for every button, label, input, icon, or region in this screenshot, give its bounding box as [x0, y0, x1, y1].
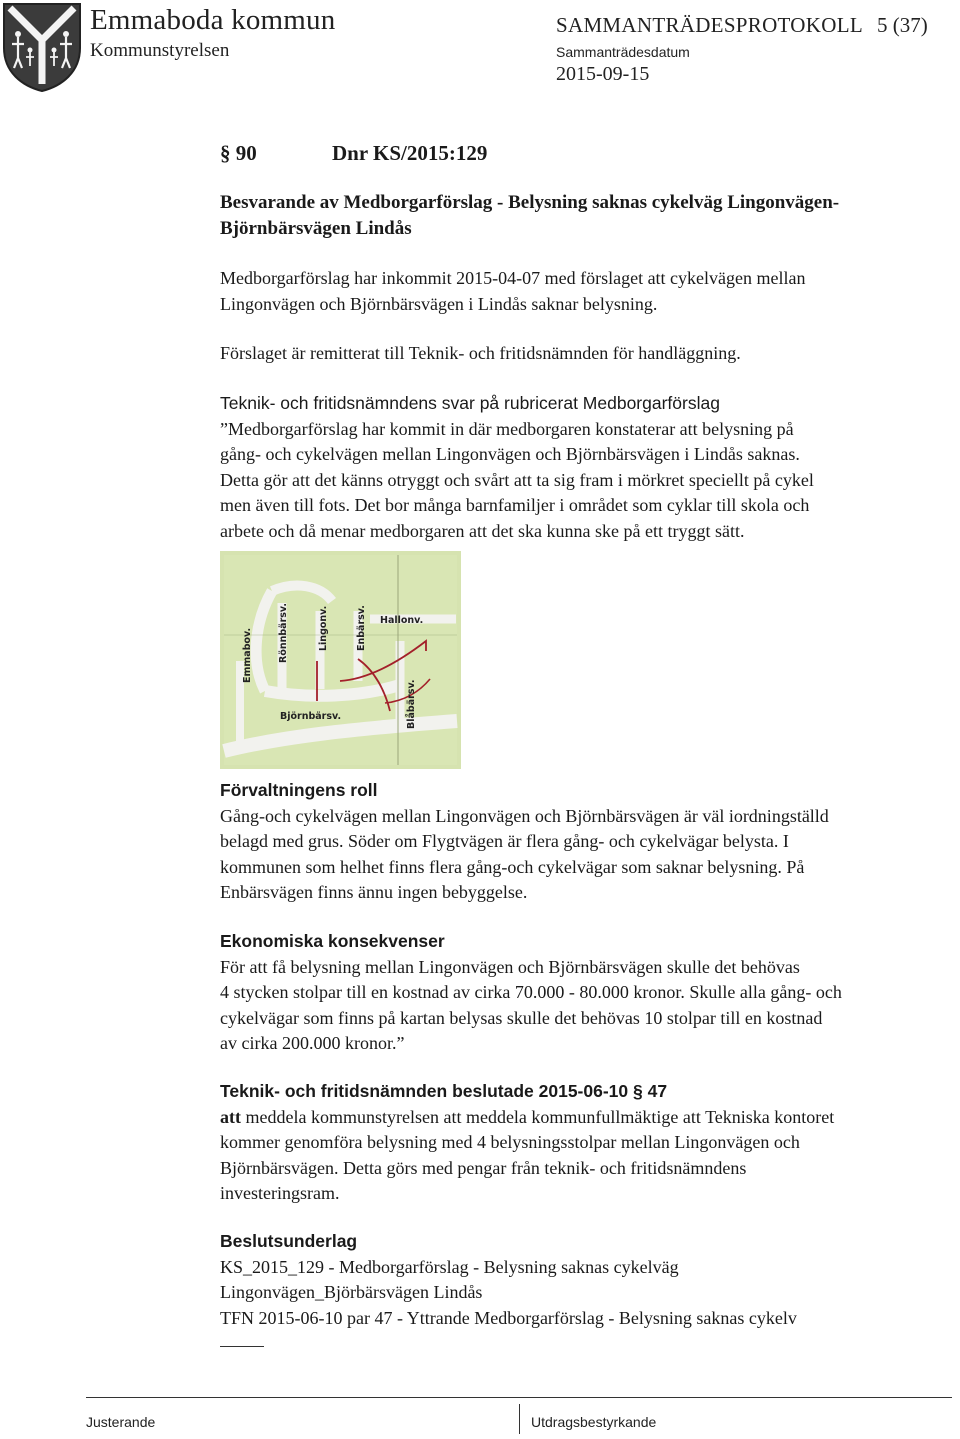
map-label-blabarsv: Blåbärsv.: [406, 679, 417, 729]
paragraph-header: [220, 141, 487, 166]
meeting-date: 2015-09-15: [556, 63, 650, 85]
section-line: Björnbärsvägen. Detta görs med pengar från teknik- och fritidsnämndens: [220, 1157, 747, 1178]
section-line: 4 stycken stolpar till en kostnad av cirka 70.000 - 80.000 kronor. Skulle alla gång- och: [220, 982, 842, 1002]
tfn-answer-line: men även till fots. Det bor många barnfamiljer i området som cyklar till skola och: [220, 495, 810, 515]
paragraph-number: § 90: [220, 141, 257, 165]
decision-section: [220, 1079, 960, 1207]
case-title: [220, 190, 960, 241]
map-label-hallonv: Hallonv.: [380, 615, 424, 626]
footer-rule: [86, 1397, 952, 1398]
section-line: cykelvägar som finns på kartan belysas skulle det behövas 10 stolpar till en kostnad: [220, 1007, 823, 1028]
section-line: meddela kommunstyrelsen att meddela kommunfullmäktige att Tekniska kontoret: [241, 1106, 835, 1127]
section-line: Enbärsvägen finns ännu ingen bebyggelse.: [220, 882, 528, 902]
section-heading: Förvaltningens roll: [220, 780, 378, 800]
basis-section: [220, 1229, 960, 1331]
intro-line: Medborgarförslag har inkommit 2015-04-07 med förslaget att cykelvägen mellan: [220, 268, 806, 288]
section-line: Gång-och cykelvägen mellan Lingonvägen och Björnbärsvägen är väl iordningställd: [220, 805, 829, 826]
section-line: investeringsram.: [220, 1183, 340, 1203]
tfn-answer-line: ”Medborgarförslag har kommit in där medborgaren konstaterar att belysning på: [220, 418, 794, 439]
separator-rule: [220, 1346, 264, 1347]
section-line: av cirka 200.000 kronor.”: [220, 1033, 405, 1053]
basis-document: TFN 2015-06-10 par 47 - Yttrande Medborgarförslag - Belysning saknas cykelv: [220, 1307, 797, 1328]
document-type: SAMMANTRÄDESPROTOKOLL: [556, 13, 863, 37]
footer-divider: [519, 1404, 520, 1434]
section-heading: Teknik- och fritidsnämnden beslutade 2015-06-10 § 47: [220, 1081, 668, 1101]
tfn-answer-line: Detta gör att det känns otryggt och svårt att ta sig fram i mörkret speciellt på cykel: [220, 469, 814, 490]
map-label-bjornbarsv: Björnbärsv.: [280, 711, 342, 722]
intro-text: [220, 266, 960, 317]
footer-justerande: Justerande: [86, 1414, 156, 1430]
tfn-answer-line: gång- och cykelvägen mellan Lingonvägen och Björnbärsvägen i Lindås saknas.: [220, 444, 800, 464]
page-number: 5 (37): [877, 13, 928, 37]
section-heading: Beslutsunderlag: [220, 1231, 358, 1251]
case-title-line: Besvarande av Medborgarförslag - Belysning saknas cykelväg Lingonvägen-: [220, 192, 840, 213]
municipal-coat-of-arms: [0, 0, 84, 92]
section-line: För att få belysning mellan Lingonvägen och Björnbärsvägen skulle det behövas: [220, 956, 800, 977]
footer-utdragsbestyrkande: Utdragsbestyrkande: [531, 1414, 657, 1430]
tfn-answer-section: [220, 391, 960, 544]
tfn-answer-heading: Teknik- och fritidsnämndens svar på rubricerat Medborgarförslag: [220, 393, 720, 413]
map-label-enbarsv: Enbärsv.: [356, 605, 367, 651]
basis-document: KS_2015_129 - Medborgarförslag - Belysning saknas cykelväg: [220, 1256, 679, 1277]
intro-line: Lingonvägen och Björnbärsvägen i Lindås saknar belysning.: [220, 293, 658, 314]
map-label-emmabov: Emmabov.: [242, 627, 253, 683]
forvaltning-section: [220, 778, 960, 906]
section-heading: Ekonomiska konsekvenser: [220, 931, 445, 951]
case-number: Dnr KS/2015:129: [332, 141, 488, 165]
section-line: kommunen som helhet finns flera gång-och cykelvägar som saknar belysning. På: [220, 856, 805, 877]
meeting-date-label: Sammanträdesdatum: [556, 44, 690, 60]
section-line: belagd med grus. Söder om Flygtvägen är flera gång- och cykelvägar belysta. I: [220, 831, 789, 851]
organization-name: Emmaboda kommun: [90, 4, 336, 36]
remit-text: [220, 341, 960, 367]
remit-line: Förslaget är remitterat till Teknik- och fritidsnämnden för handläggning.: [220, 343, 741, 363]
organization-unit: Kommunstyrelsen: [90, 40, 230, 61]
economic-section: [220, 929, 960, 1057]
section-line: kommer genomföra belysning med 4 belysningsstolpar mellan Lingonvägen och: [220, 1132, 800, 1152]
decision-att: att: [220, 1106, 241, 1127]
case-title-line: Björnbärsvägen Lindås: [220, 217, 412, 239]
area-map: [220, 551, 461, 769]
map-label-lingonv: Lingonv.: [318, 605, 329, 651]
map-label-ronnbarsv: Rönnbärsv.: [278, 603, 289, 663]
basis-document: Lingonvägen_Björbärsvägen Lindås: [220, 1282, 483, 1302]
tfn-answer-line: arbete och då menar medborgaren att det ska kunna ske på ett tryggt sätt.: [220, 520, 745, 541]
